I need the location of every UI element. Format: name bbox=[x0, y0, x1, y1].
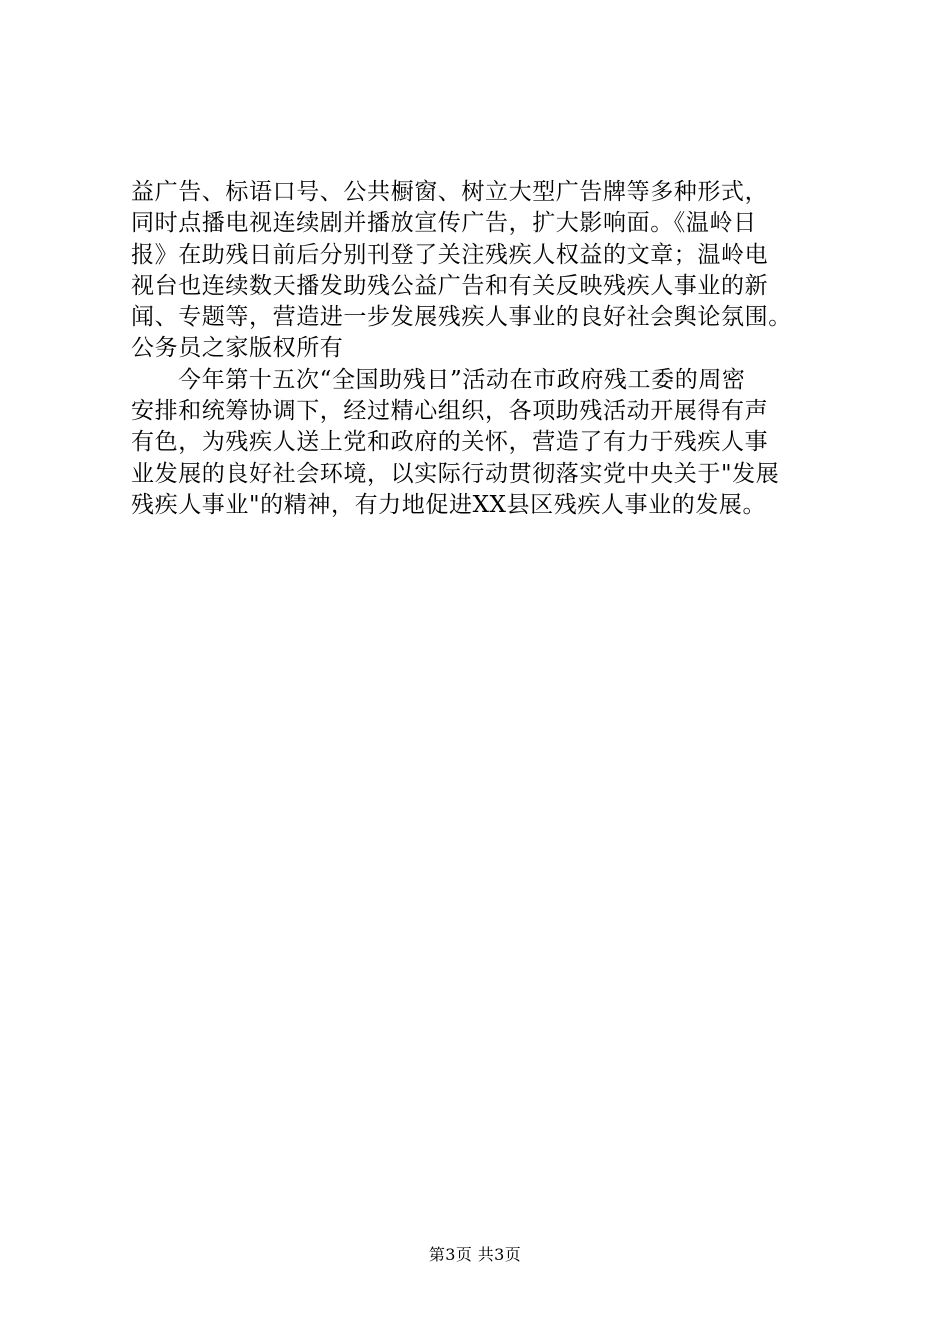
text-line: 益广告、标语口号、公共橱窗、树立大型广告牌等多种形式， bbox=[131, 179, 769, 205]
text-line: 安排和统筹协调下，经过精心组织，各项助残活动开展得有声 bbox=[131, 398, 769, 425]
text-line: 业发展的良好社会环境，以实际行动贯彻落实党中央关于"发展 bbox=[131, 460, 780, 487]
page-footer bbox=[0, 1245, 950, 1265]
text-line: 有色，为残疾人送上党和政府的关怀，营造了有力于残疾人事 bbox=[131, 429, 769, 456]
text-line: 残疾人事业"的精神，有力地促进XX县区残疾人事业的发展。 bbox=[131, 491, 767, 518]
text-line: 同时点播电视连续剧并播放宣传广告，扩大影响面。《温岭日 bbox=[131, 210, 757, 237]
paragraph-summary bbox=[131, 365, 851, 521]
text-line: 公务员之家版权所有 bbox=[131, 335, 344, 362]
document-body bbox=[131, 177, 851, 521]
text-line: 报》在助残日前后分别刊登了关注残疾人权益的文章；温岭电 bbox=[131, 241, 769, 268]
text-line: 视台也连续数天播发助残公益广告和有关反映残疾人事业的新 bbox=[131, 272, 769, 299]
paragraph-publicity bbox=[131, 177, 851, 365]
text-line: 闻、专题等，营造进一步发展残疾人事业的良好社会舆论氛围。 bbox=[131, 304, 792, 331]
text-line: 今年第十五次“全国助残日”活动在市政府残工委的周密 bbox=[178, 366, 746, 393]
page-number-label: 第3页 共3页 bbox=[428, 1245, 522, 1264]
